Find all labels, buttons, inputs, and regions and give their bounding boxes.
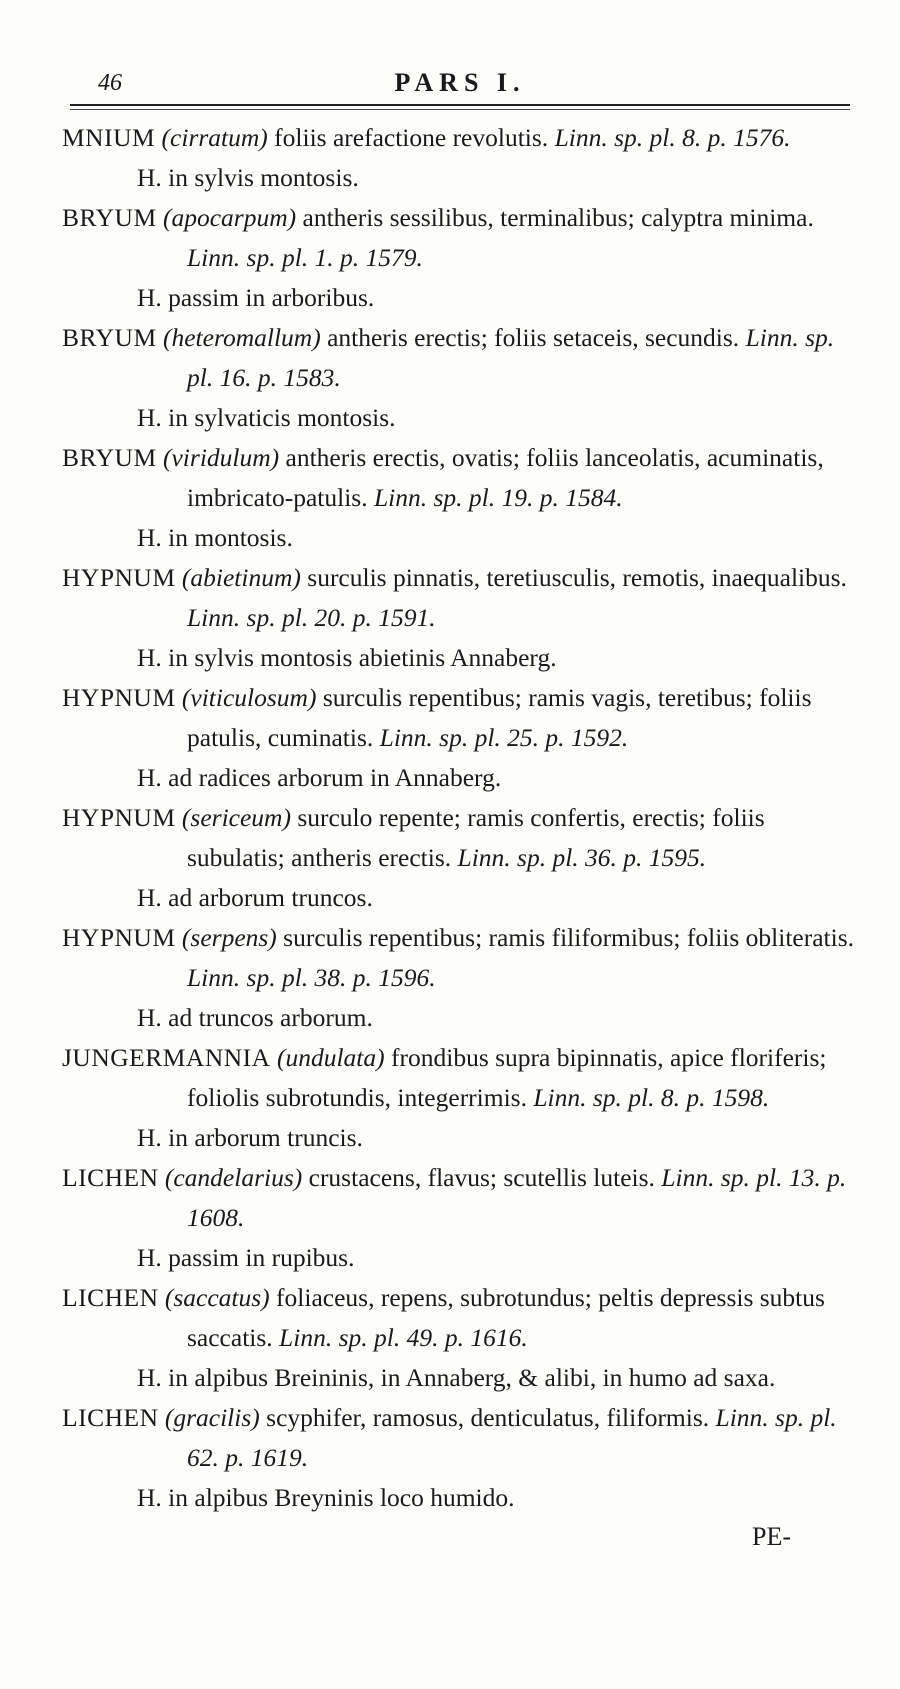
genus-name: BRYUM: [62, 203, 157, 232]
species-entry: [62, 558, 862, 678]
entry-diagnosis: [62, 118, 862, 158]
species-epithet: (undulata): [276, 1043, 385, 1072]
genus-name: LICHEN: [62, 1163, 159, 1192]
page-number: 46: [98, 70, 122, 96]
species-entry: [62, 198, 862, 318]
description: foliis arefactione revolutis.: [267, 123, 555, 152]
habitat: H. in sylvis montosis abietinis Annaberg.: [137, 643, 557, 672]
habitat: H. passim in rupibus.: [137, 1243, 355, 1272]
species-epithet: (serpens): [181, 923, 277, 952]
description: crustacens, flavus; scutellis luteis.: [302, 1163, 662, 1192]
description: surculis repentibus; ramis filiformibus; foliis obliteratis.: [276, 923, 855, 952]
habitat: H. ad radices arborum in Annaberg.: [137, 763, 502, 792]
description: antheris sessilibus, terminalibus; calyptra minima.: [296, 203, 814, 232]
entry-diagnosis: [62, 558, 862, 638]
description: surculis pinnatis, teretiusculis, remotis, inaequalibus.: [300, 563, 847, 592]
linnaeus-reference: Linn. sp. pl. 8. p. 1598.: [533, 1083, 770, 1112]
species-epithet: (apocarpum): [163, 203, 297, 232]
species-epithet: (saccatus): [164, 1283, 270, 1312]
species-epithet: (sericeum): [181, 803, 291, 832]
description: foliaceus, repens, subrotundus; peltis depressis subtus saccatis.: [187, 1283, 825, 1352]
linnaeus-reference: Linn. sp. pl. 1. p. 1579.: [187, 243, 423, 272]
habitat: H. ad truncos arborum.: [137, 1003, 373, 1032]
header-rule: [70, 104, 850, 106]
linnaeus-reference: Linn. sp. pl. 49. p. 1616.: [279, 1323, 528, 1352]
linnaeus-reference: Linn. sp. pl. 13. p. 1608.: [187, 1163, 847, 1232]
entry-diagnosis: [62, 1038, 862, 1118]
species-epithet: (heteromallum): [163, 323, 321, 352]
genus-name: LICHEN: [62, 1283, 159, 1312]
running-head: PARS I.: [394, 68, 526, 97]
habitat: H. in alpibus Breyninis loco humido.: [137, 1483, 515, 1512]
entry-diagnosis: [62, 678, 862, 758]
species-entry: [62, 1158, 862, 1278]
entry-diagnosis: [62, 798, 862, 878]
species-entry: [62, 118, 862, 198]
header-rule-thin: [70, 109, 850, 110]
linnaeus-reference: Linn. sp. pl. 36. p. 1595.: [457, 843, 707, 872]
entry-diagnosis: [62, 438, 862, 518]
species-list: [62, 118, 862, 1518]
linnaeus-reference: Linn. sp. pl. 38. p. 1596.: [187, 963, 436, 992]
genus-name: LICHEN: [62, 1403, 159, 1432]
species-epithet: (candelarius): [164, 1163, 303, 1192]
genus-name: JUNGERMANNIA: [62, 1043, 271, 1072]
genus-name: MNIUM: [62, 123, 156, 152]
habitat: H. in sylvaticis montosis.: [137, 403, 396, 432]
description: antheris erectis; foliis setaceis, secundis.: [320, 323, 746, 352]
catchword: PE-: [752, 1522, 791, 1551]
genus-name: HYPNUM: [62, 923, 176, 952]
species-epithet: (viridulum): [163, 443, 280, 472]
genus-name: BRYUM: [62, 323, 157, 352]
linnaeus-reference: Linn. sp. pl. 16. p. 1583.: [187, 323, 835, 392]
linnaeus-reference: Linn. sp. pl. 20. p. 1591.: [187, 603, 436, 632]
linnaeus-reference: Linn. sp. pl. 19. p. 1584.: [373, 483, 623, 512]
entry-diagnosis: [62, 1398, 862, 1478]
habitat: H. in sylvis montosis.: [137, 163, 359, 192]
habitat: H. in arborum truncis.: [137, 1123, 363, 1152]
species-epithet: (gracilis): [164, 1403, 260, 1432]
species-entry: [62, 1038, 862, 1158]
species-epithet: (viticulosum): [181, 683, 317, 712]
species-entry: [62, 318, 862, 438]
entry-diagnosis: [62, 318, 862, 398]
species-epithet: (cirratum): [161, 123, 268, 152]
habitat: H. ad arborum truncos.: [137, 883, 373, 912]
genus-name: HYPNUM: [62, 683, 176, 712]
linnaeus-reference: Linn. sp. pl. 62. p. 1619.: [187, 1403, 837, 1472]
description: surculis repentibus; ramis vagis, teretibus; foliis patulis, cuminatis.: [187, 683, 812, 752]
page-header: [70, 62, 850, 102]
description: antheris erectis, ovatis; foliis lanceolatis, acuminatis, imbricato-patulis.: [187, 443, 824, 512]
species-epithet: (abietinum): [181, 563, 301, 592]
species-entry: [62, 678, 862, 798]
habitat: H. in alpibus Breininis, in Annaberg, & alibi, in humo ad saxa.: [137, 1363, 776, 1392]
entry-diagnosis: [62, 1278, 862, 1358]
species-entry: [62, 798, 862, 918]
entry-diagnosis: [62, 198, 862, 278]
entry-diagnosis: [62, 918, 862, 998]
habitat: H. in montosis.: [137, 523, 293, 552]
linnaeus-reference: Linn. sp. pl. 25. p. 1592.: [379, 723, 629, 752]
genus-name: BRYUM: [62, 443, 157, 472]
species-entry: [62, 918, 862, 1038]
genus-name: HYPNUM: [62, 563, 176, 592]
species-entry: [62, 1398, 862, 1518]
description: surculo repente; ramis confertis, erectis; foliis subulatis; antheris erectis.: [187, 803, 765, 872]
entry-diagnosis: [62, 1158, 862, 1238]
description: frondibus supra bipinnatis, apice floriferis; foliolis subrotundis, integerrimis.: [187, 1043, 827, 1112]
habitat: H. passim in arboribus.: [137, 283, 375, 312]
species-entry: [62, 1278, 862, 1398]
linnaeus-reference: Linn. sp. pl. 8. p. 1576.: [554, 123, 791, 152]
species-entry: [62, 438, 862, 558]
description: scyphifer, ramosus, denticulatus, filiformis.: [259, 1403, 716, 1432]
genus-name: HYPNUM: [62, 803, 176, 832]
